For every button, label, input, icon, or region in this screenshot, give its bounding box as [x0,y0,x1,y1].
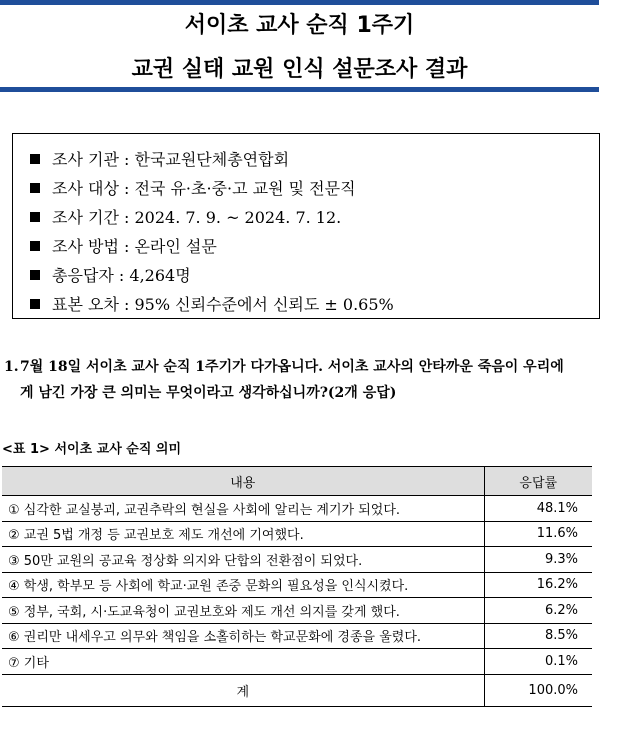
question-text: 7월 18일 서이초 교사 순직 1주기가 다가옵니다. 서이초 교사의 안타까운 죽음이 우리에게 남긴 가장 큰 의미는 무엇이라고 생각하십니까?(2개 응답) [20,359,564,401]
survey-info-item [30,260,599,289]
survey-info-text: 조사 기간 : 2024. 7. 9. ~ 2024. 7. 12. [52,208,342,227]
row-content: ④ 학생, 학부모 등 사회에 학교·교원 존중 문화의 필요성을 인식시켰다. [2,572,484,598]
table-row [2,598,592,624]
table-row [2,496,592,522]
row-rate: 8.5% [484,623,592,649]
title-line-1: 서이초 교사 순직 1주기 [184,13,415,38]
total-rate: 100.0% [484,674,592,706]
square-bullet-icon [30,299,40,309]
row-rate: 9.3% [484,547,592,573]
square-bullet-icon [30,183,40,193]
survey-question [4,354,564,406]
table-caption: <표 1> 서이초 교사 순직 의미 [2,442,182,457]
question-number: 1. [4,359,19,375]
row-rate: 48.1% [484,496,592,522]
header-rate: 응답률 [484,467,592,496]
square-bullet-icon [30,212,40,222]
row-content: ⑥ 권리만 내세우고 의무와 책임을 소홀히하는 학교문화에 경종을 울렸다. [2,623,484,649]
results-table [2,466,592,707]
table-row [2,623,592,649]
survey-info-box [12,133,600,319]
title-top-rule [0,0,599,5]
row-content: ③ 50만 교원의 공교육 정상화 의지와 단합의 전환점이 되었다. [2,547,484,573]
header-content: 내용 [2,467,484,496]
table-row [2,547,592,573]
row-rate: 11.6% [484,521,592,547]
survey-info-item [30,202,599,231]
survey-info-item [30,231,599,260]
survey-info-text: 조사 기관 : 한국교원단체총연합회 [52,150,290,169]
row-content: ⑤ 정부, 국회, 시·도교육청이 교권보호와 제도 개선 의지를 갖게 했다. [2,598,484,624]
survey-info-text: 표본 오차 : 95% 신뢰수준에서 신뢰도 ± 0.65% [52,295,394,314]
row-content: ① 심각한 교실붕괴, 교권추락의 현실을 사회에 알리는 계기가 되었다. [2,496,484,522]
table-row [2,649,592,675]
row-content: ⑦ 기타 [2,649,484,675]
table-total-row [2,674,592,706]
square-bullet-icon [30,154,40,164]
survey-info-item [30,289,599,318]
survey-info-text: 조사 대상 : 전국 유·초·중·고 교원 및 전문직 [52,179,356,198]
row-rate: 0.1% [484,649,592,675]
square-bullet-icon [30,270,40,280]
row-rate: 16.2% [484,572,592,598]
table-row [2,521,592,547]
survey-info-item [30,144,599,173]
title-line-2: 교권 실태 교원 인식 설문조사 결과 [131,57,468,82]
row-content: ② 교권 5법 개정 등 교권보호 제도 개선에 기여했다. [2,521,484,547]
row-rate: 6.2% [484,598,592,624]
table-header-row [2,467,592,496]
survey-info-text: 조사 방법 : 온라인 설문 [52,237,217,256]
survey-info-text: 총응답자 : 4,264명 [52,266,191,285]
square-bullet-icon [30,241,40,251]
total-label: 계 [2,674,484,706]
survey-info-item [30,173,599,202]
title-bottom-rule [0,87,599,92]
table-row [2,572,592,598]
